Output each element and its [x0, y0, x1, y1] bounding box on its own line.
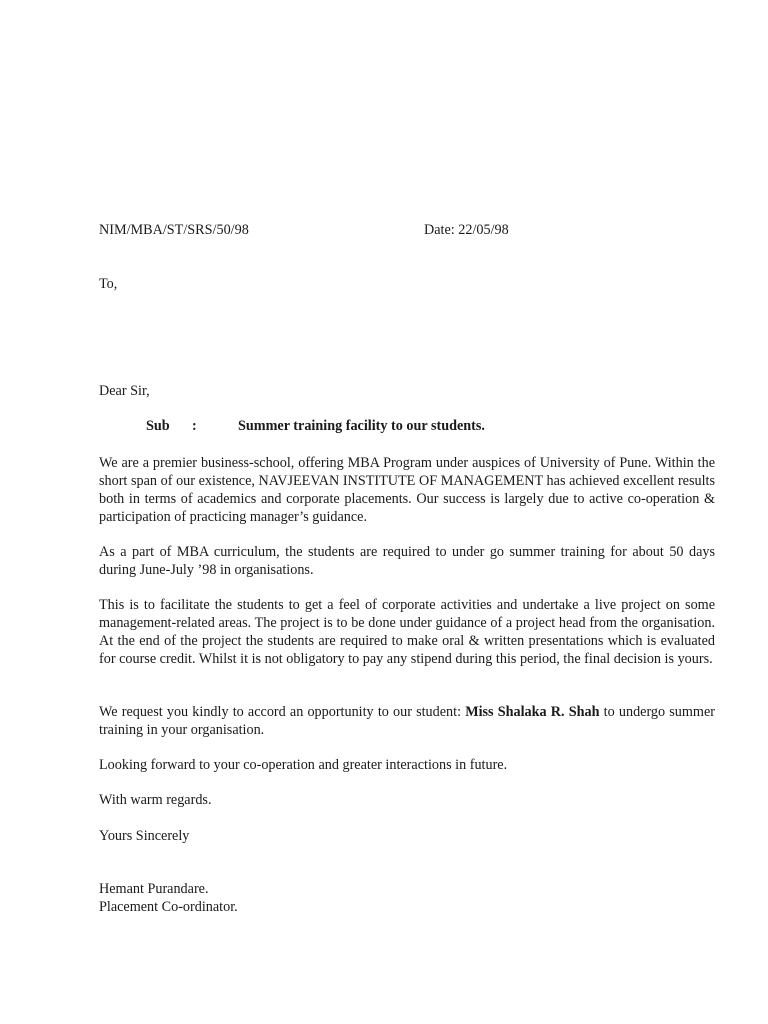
paragraph-curriculum: As a part of MBA curriculum, the students are required to under go summer training for about 50 days during June-July ’98 in organisations.	[99, 544, 715, 578]
recipient-heading: To,	[99, 276, 118, 292]
letter-date: Date: 22/05/98	[424, 222, 509, 238]
subject-colon: :	[192, 418, 197, 434]
signatory-title: Placement Co-ordinator.	[99, 899, 238, 915]
student-name: Miss Shalaka R. Shah	[465, 704, 600, 720]
reference-number: NIM/MBA/ST/SRS/50/98	[99, 222, 249, 238]
regards-line: With warm regards.	[99, 792, 212, 808]
signatory-name: Hemant Purandare.	[99, 881, 209, 897]
subject-text: Summer training facility to our students.	[238, 418, 485, 434]
salutation: Dear Sir,	[99, 383, 150, 399]
paragraph-intro: We are a premier business-school, offering MBA Program under auspices of University of Pune. Within the short span of our existence, NAVJEEVAN INSTITUTE OF MANAGEMENT has achieved excellent results both in terms of academics and corporate placements. Our success is largely due to active co-operation & participation of practicing manager’s guidance.	[99, 455, 715, 525]
paragraph-purpose: This is to facilitate the students to get a feel of corporate activities and undertake a live project on some management-related areas. The project is to be done under guidance of a project head from the organisation. At the end of the project the students are required to make oral & written presentations which is evaluated for course credit. Whilst it is not obligatory to pay any stipend during this period, the final decision is yours.	[99, 597, 715, 667]
looking-forward-line: Looking forward to your co-operation and greater interactions in future.	[99, 757, 508, 773]
request-text-before: We request you kindly to accord an opportunity to our student:	[99, 704, 466, 720]
subject-label: Sub	[146, 418, 170, 434]
closing-line: Yours Sincerely	[99, 828, 190, 844]
request-text-after: to undergo summer training in your organisation.	[99, 704, 715, 738]
paragraph-request	[99, 703, 715, 739]
